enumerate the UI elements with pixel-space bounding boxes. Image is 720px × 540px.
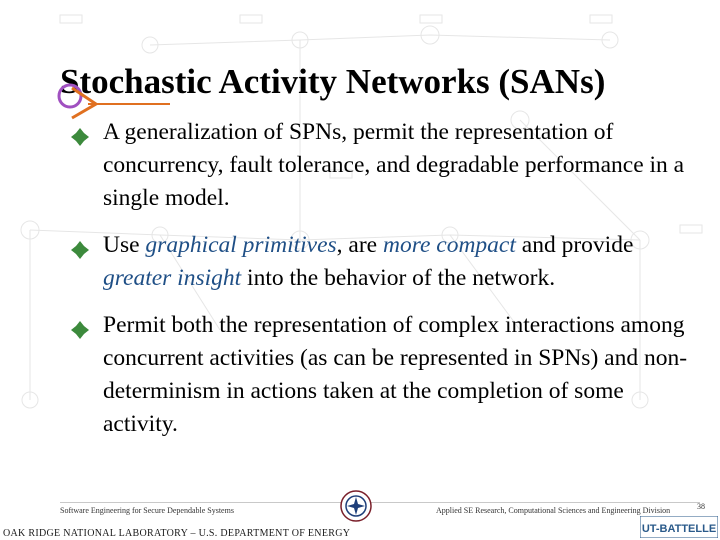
bullet-list bbox=[70, 116, 690, 455]
diamond-bullet-icon bbox=[70, 240, 90, 260]
diamond-bullet-icon bbox=[70, 127, 90, 147]
bullet-item bbox=[70, 309, 690, 441]
emphasis-text: more compact bbox=[382, 232, 516, 258]
emphasis-text: graphical primitives bbox=[145, 232, 337, 258]
page-number: 38 bbox=[697, 502, 705, 511]
footer-divider bbox=[60, 502, 700, 503]
page-title: Stochastic Activity Networks (SANs) bbox=[60, 62, 606, 101]
diamond-bullet-icon bbox=[70, 320, 90, 340]
bullet-item bbox=[70, 116, 690, 215]
bullet-text: Use bbox=[103, 232, 146, 258]
ut-battelle-logo-icon bbox=[640, 516, 718, 538]
bullet-item bbox=[70, 229, 690, 295]
footer-left-text: Software Engineering for Secure Dependable Systems bbox=[60, 506, 234, 515]
footer-right-text: Applied SE Research, Computational Sciences and Engineering Division bbox=[436, 506, 671, 515]
emphasis-text: greater insight bbox=[103, 265, 242, 291]
bullet-text: A generalization of SPNs, permit the representation of concurrency, fault tolerance, and degradable performance in a single model. bbox=[103, 119, 685, 211]
bullet-text: Permit both the representation of complex interactions among concurrent activities (as can be represented in SPNs) and non-determinism in actions taken at the completion of some activity. bbox=[103, 312, 688, 437]
svg-text:UT-BATTELLE: UT-BATTELLE bbox=[641, 523, 717, 535]
lab-name: OAK RIDGE NATIONAL LABORATORY – U.S. DEPARTMENT OF ENERGY bbox=[3, 528, 351, 539]
doe-seal-icon bbox=[340, 490, 372, 522]
bullet-text: and provide bbox=[515, 232, 634, 258]
bullet-text: , are bbox=[336, 232, 383, 258]
bullet-text: into the behavior of the network. bbox=[241, 265, 556, 291]
